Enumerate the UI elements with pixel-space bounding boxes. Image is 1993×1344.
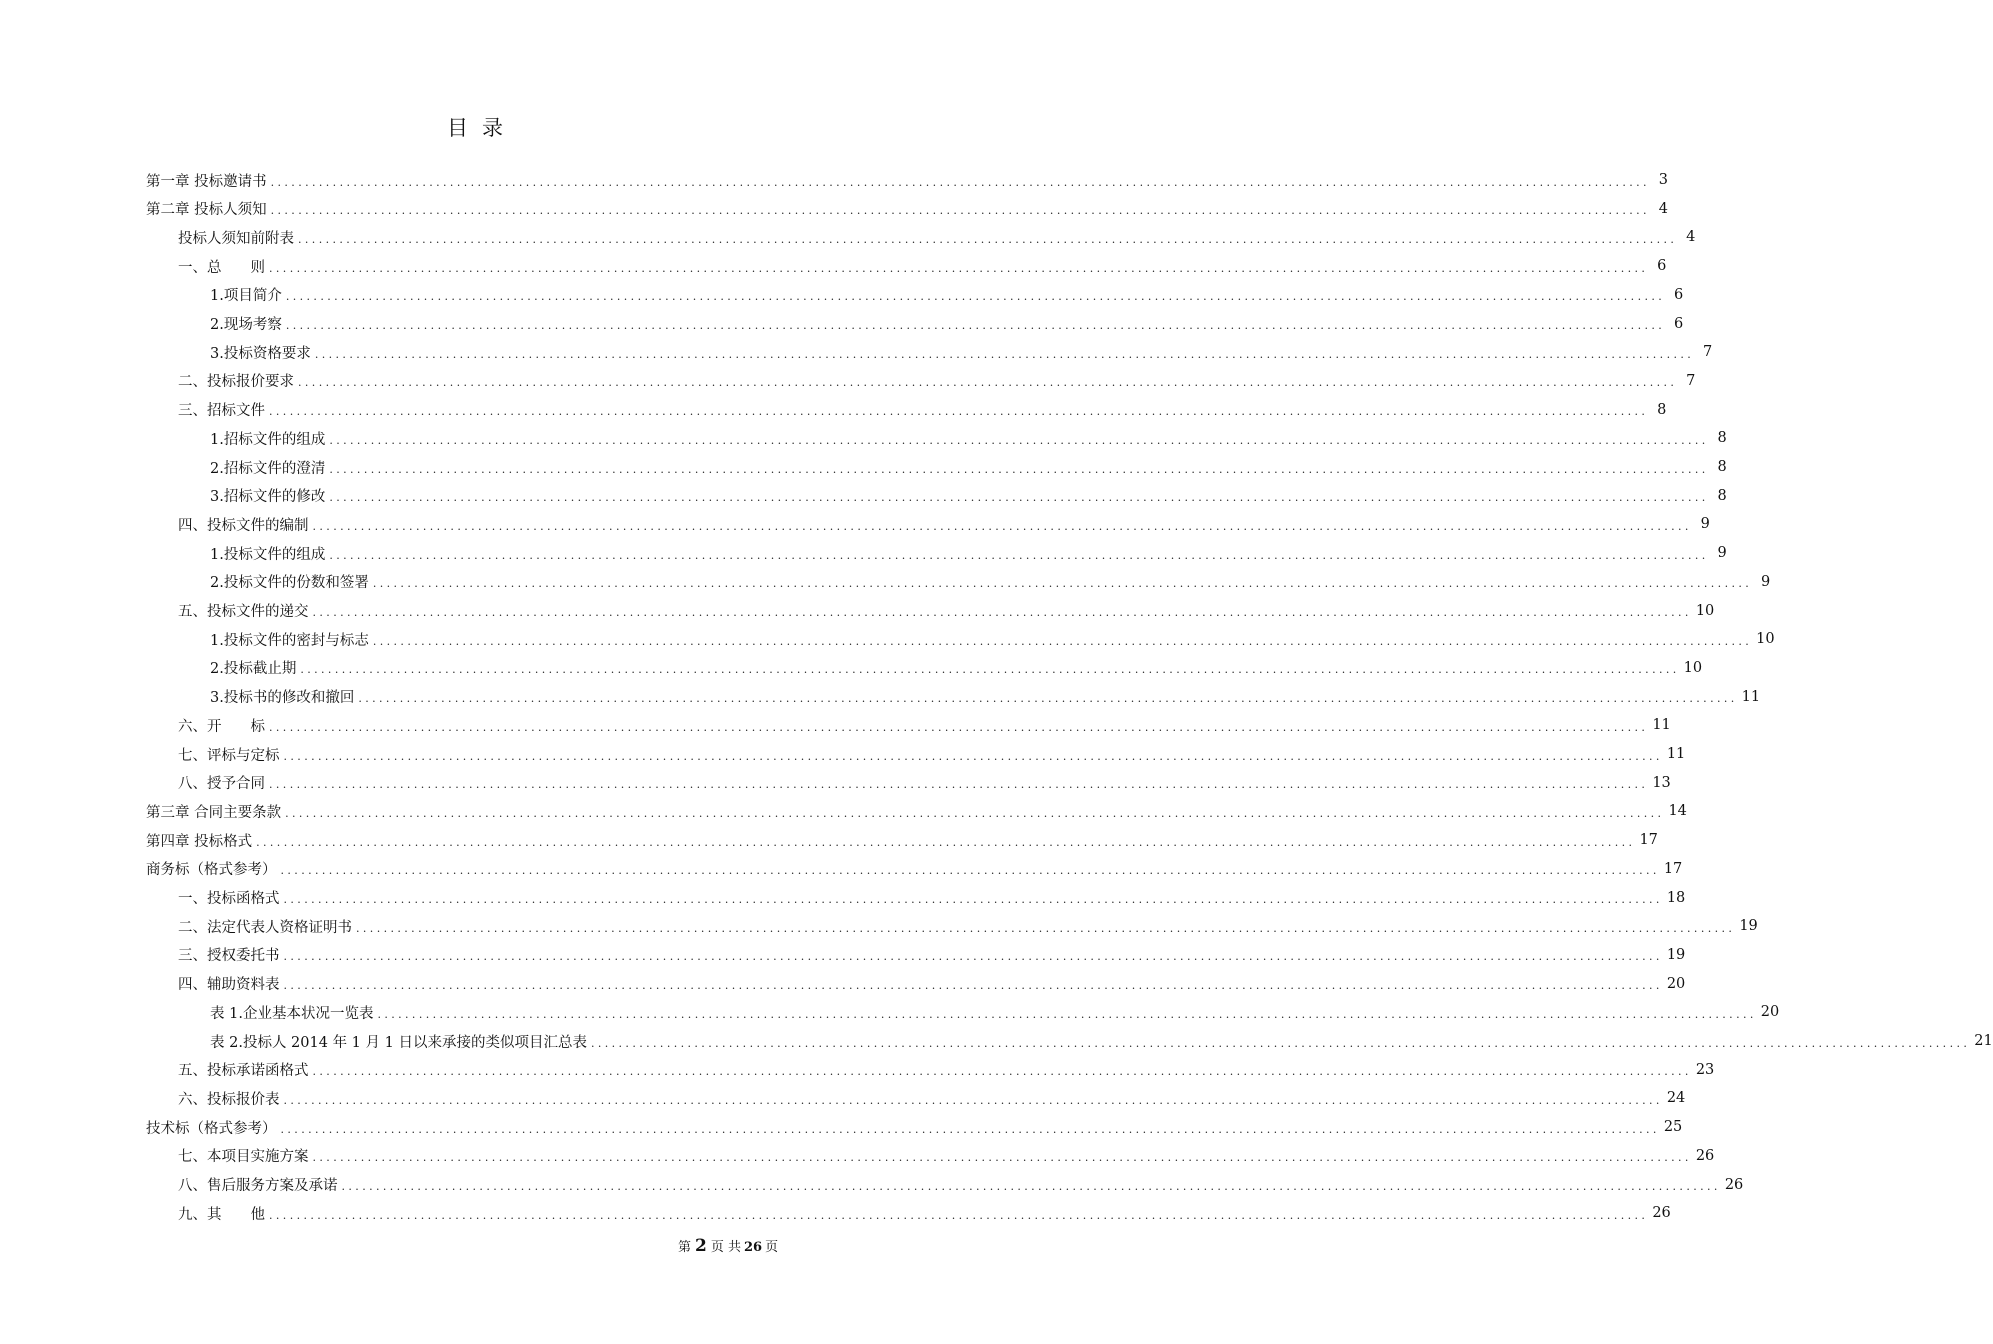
toc-entry[interactable] — [178, 510, 1710, 538]
toc-entry[interactable] — [178, 1171, 1744, 1199]
toc-entry[interactable] — [210, 539, 1727, 567]
toc-entry-page-number: 9 — [1700, 516, 1710, 533]
toc-entry-label: 2.现场考察 — [210, 317, 282, 333]
toc-entry-label: 一、投标函格式 — [178, 891, 280, 907]
toc-leader-dots: ........................................................................................................................................................................................................ — [312, 1151, 1692, 1165]
toc-entry-label: 3.招标文件的修改 — [210, 489, 326, 506]
toc-entry-page-number: 7 — [1686, 372, 1696, 389]
toc-entry-page-number: 17 — [1663, 860, 1683, 877]
toc-entry-label: 一、总 则 — [178, 259, 265, 276]
toc-entry-label: 八、售后服务方案及承诺 — [178, 1178, 338, 1194]
toc-leader-dots: ........................................................................................................................................................................................................ — [270, 204, 1650, 218]
toc-leader-dots: ........................................................................................................................................................................................................ — [280, 1122, 1660, 1136]
toc-entry-label: 表 1.企业基本状况一览表 — [210, 1005, 374, 1022]
toc-leader-dots: ........................................................................................................................................................................................................ — [270, 175, 1650, 189]
toc-entry[interactable] — [210, 568, 1771, 596]
toc-leader-dots: ........................................................................................................................................................................................................ — [269, 1208, 1649, 1222]
toc-leader-dots: ........................................................................................................................................................................................................ — [372, 634, 1753, 648]
toc-entry-page-number: 7 — [1702, 344, 1713, 361]
toc-entry-page-number: 6 — [1673, 315, 1684, 332]
toc-leader-dots: ........................................................................................................................................................................................................ — [285, 806, 1665, 820]
toc-entry-page-number: 11 — [1652, 717, 1671, 734]
toc-entry-label: 六、开 标 — [178, 718, 265, 735]
toc-leader-dots: ........................................................................................................................................................................................................ — [312, 519, 1692, 533]
toc-entry-page-number: 4 — [1686, 229, 1696, 246]
toc-entry[interactable] — [146, 1113, 1683, 1141]
toc-leader-dots: ........................................................................................................................................................................................................ — [283, 950, 1663, 964]
toc-leader-dots: ........................................................................................................................................................................................................ — [312, 1065, 1692, 1079]
toc-leader-dots: ........................................................................................................................................................................................................ — [283, 1093, 1663, 1107]
toc-entry-label: 第一章 投标邀请书 — [146, 173, 267, 190]
toc-entry-page-number: 19 — [1666, 946, 1686, 963]
toc-entry[interactable] — [178, 223, 1696, 251]
toc-entry-label: 3.投标资格要求 — [210, 345, 311, 362]
toc-entry-page-number: 6 — [1673, 286, 1684, 303]
toc-entry-page-number: 19 — [1739, 918, 1758, 935]
toc-entry-page-number: 10 — [1695, 602, 1715, 619]
toc-entry-label: 三、授权委托书 — [178, 948, 280, 965]
toc-entry[interactable] — [178, 597, 1715, 625]
toc-entry-page-number: 8 — [1657, 401, 1667, 418]
toc-entry-page-number: 3 — [1658, 172, 1668, 188]
toc-entry[interactable] — [210, 998, 1780, 1026]
toc-entry[interactable] — [210, 424, 1727, 452]
toc-entry-label: 商务标（格式参考） — [146, 862, 277, 879]
toc-entry[interactable] — [210, 310, 1684, 338]
toc-entry-page-number: 8 — [1717, 487, 1727, 504]
toc-leader-dots: ........................................................................................................................................................................................................ — [269, 778, 1649, 792]
toc-entry[interactable] — [178, 1056, 1715, 1084]
toc-entry-label: 1.招标文件的组成 — [210, 431, 326, 448]
toc-leader-dots: ........................................................................................................................................................................................................ — [256, 835, 1636, 849]
toc-leader-dots: ........................................................................................................................................................................................................ — [341, 1180, 1721, 1193]
page-footer — [678, 1236, 778, 1256]
toc-entry[interactable] — [178, 1199, 1671, 1227]
toc-entry-label: 技术标（格式参考） — [146, 1120, 277, 1137]
toc-entry-label: 六、投标报价表 — [178, 1091, 280, 1108]
toc-entry-label: 3.投标书的修改和撤回 — [210, 690, 355, 707]
toc-entry-label: 二、法定代表人资格证明书 — [178, 919, 352, 936]
toc-entry-page-number: 17 — [1639, 832, 1658, 849]
footer-prefix: 第 — [678, 1240, 692, 1255]
toc-entry[interactable] — [178, 1142, 1715, 1170]
footer-total-pages: 26 — [744, 1240, 763, 1255]
toc-entry-label: 四、投标文件的编制 — [178, 517, 309, 534]
toc-leader-dots: ........................................................................................................................................................................................................ — [280, 864, 1660, 878]
toc-entry-page-number: 9 — [1760, 573, 1771, 590]
toc-entry[interactable] — [178, 912, 1758, 940]
toc-leader-dots: ........................................................................................................................................................................................................ — [298, 232, 1678, 246]
toc-entry[interactable] — [210, 625, 1775, 653]
toc-entry[interactable] — [178, 884, 1686, 912]
toc-entry[interactable] — [178, 396, 1667, 424]
toc-entry[interactable] — [210, 683, 1761, 711]
toc-entry-label: 第二章 投标人须知 — [146, 202, 267, 219]
toc-entry[interactable] — [178, 711, 1671, 739]
toc-leader-dots: ........................................................................................................................................................................................................ — [283, 979, 1663, 993]
toc-leader-dots: ........................................................................................................................................................................................................ — [314, 347, 1695, 361]
toc-entry[interactable] — [178, 970, 1686, 998]
toc-entry-label: 第三章 合同主要条款 — [146, 804, 282, 821]
toc-entry-page-number: 14 — [1668, 803, 1687, 820]
toc-entry-page-number: 24 — [1666, 1090, 1686, 1107]
toc-entry[interactable] — [178, 367, 1696, 395]
toc-entry[interactable] — [210, 654, 1703, 682]
toc-entry[interactable] — [146, 195, 1668, 223]
toc-entry-label: 三、招标文件 — [178, 403, 265, 420]
toc-leader-dots: ........................................................................................................................................................................................................ — [285, 290, 1666, 304]
toc-entry-label: 2.投标文件的份数和签署 — [210, 575, 369, 592]
footer-middle: 页 共 — [710, 1240, 741, 1255]
toc-entry[interactable] — [210, 1027, 1993, 1055]
toc-entry[interactable] — [210, 281, 1684, 309]
toc-leader-dots: ........................................................................................................................................................................................................ — [298, 376, 1678, 390]
toc-entry[interactable] — [146, 855, 1683, 883]
toc-entry-page-number: 26 — [1724, 1176, 1744, 1193]
footer-suffix: 页 — [765, 1240, 779, 1255]
toc-leader-dots: ........................................................................................................................................................................................................ — [358, 692, 1738, 706]
toc-entry-page-number: 11 — [1741, 688, 1761, 705]
toc-entry-page-number: 20 — [1760, 1004, 1780, 1021]
toc-entry-label: 1.项目简介 — [210, 288, 282, 305]
page-title: 目录 — [447, 116, 517, 140]
toc-entry-page-number: 10 — [1683, 659, 1703, 676]
toc-entry[interactable] — [146, 797, 1687, 825]
toc-leader-dots: ........................................................................................................................................................................................................ — [372, 577, 1753, 591]
toc-entry-page-number: 25 — [1663, 1119, 1683, 1136]
toc-entry[interactable] — [210, 482, 1727, 510]
toc-entry-page-number: 23 — [1695, 1061, 1715, 1078]
toc-entry[interactable] — [178, 252, 1667, 280]
toc-leader-dots: ........................................................................................................................................................................................................ — [356, 921, 1736, 935]
toc-entry-page-number: 20 — [1666, 975, 1686, 992]
toc-entry[interactable] — [146, 166, 1668, 194]
toc-entry[interactable] — [210, 338, 1713, 366]
toc-entry-label: 八、授予合同 — [178, 776, 265, 793]
toc-entry-label: 1.投标文件的组成 — [210, 546, 326, 563]
toc-entry-label: 四、辅助资料表 — [178, 977, 280, 994]
toc-entry-label: 投标人须知前附表 — [178, 230, 294, 247]
toc-entry-page-number: 26 — [1652, 1205, 1671, 1222]
toc-leader-dots: ........................................................................................................................................................................................................ — [329, 433, 1709, 447]
toc-entry[interactable] — [178, 1084, 1686, 1112]
toc-entry-page-number: 26 — [1695, 1147, 1715, 1164]
toc-leader-dots: ........................................................................................................................................................................................................ — [300, 663, 1680, 677]
toc-entry-page-number: 8 — [1717, 430, 1727, 447]
toc-leader-dots: ........................................................................................................................................................................................................ — [285, 319, 1666, 332]
toc-leader-dots: ........................................................................................................................................................................................................ — [269, 405, 1649, 419]
toc-entry-label: 二、投标报价要求 — [178, 374, 294, 391]
toc-entry-page-number: 10 — [1756, 631, 1775, 648]
toc-entry-page-number: 13 — [1652, 774, 1671, 791]
toc-leader-dots: ........................................................................................................................................................................................................ — [329, 462, 1709, 476]
toc-entry-page-number: 11 — [1666, 746, 1686, 762]
toc-entry-page-number: 18 — [1666, 889, 1686, 906]
toc-entry-page-number: 8 — [1717, 459, 1727, 475]
toc-entry[interactable] — [210, 453, 1727, 481]
toc-entry-label: 九、其 他 — [178, 1206, 265, 1223]
toc-entry-label: 2.招标文件的澄清 — [210, 460, 326, 477]
toc-entry-label: 七、评标与定标 — [178, 747, 280, 764]
toc-entry-label: 五、投标承诺函格式 — [178, 1063, 309, 1080]
toc-entry[interactable] — [146, 826, 1658, 854]
toc-entry[interactable] — [178, 941, 1686, 969]
toc-entry-label: 五、投标文件的递交 — [178, 604, 309, 620]
toc-leader-dots: ........................................................................................................................................................................................................ — [329, 548, 1709, 562]
toc-entry-label: 1.投标文件的密封与标志 — [210, 632, 369, 649]
toc-entry-page-number: 9 — [1717, 545, 1727, 562]
toc-leader-dots: ........................................................................................................................................................................................................ — [269, 261, 1649, 275]
toc-entry-page-number: 4 — [1658, 200, 1668, 217]
toc-entry-label: 2.投标截止期 — [210, 661, 297, 678]
toc-entry-label: 表 2.投标人 2014 年 1 月 1 日以来承接的类似项目汇总表 — [210, 1034, 587, 1051]
toc-entry-label: 第四章 投标格式 — [146, 833, 253, 850]
toc-leader-dots: ........................................................................................................................................................................................................ — [329, 491, 1709, 505]
toc-leader-dots: ........................................................................................................................................................................................................ — [590, 1036, 1971, 1050]
toc-leader-dots: ........................................................................................................................................................................................................ — [377, 1007, 1757, 1021]
toc-leader-dots: ........................................................................................................................................................................................................ — [283, 749, 1663, 763]
toc-entry-page-number: 21 — [1974, 1033, 1993, 1049]
toc-entry[interactable] — [178, 769, 1671, 797]
toc-entry[interactable] — [178, 740, 1686, 768]
footer-current-page: 2 — [695, 1236, 707, 1256]
toc-leader-dots: ........................................................................................................................................................................................................ — [269, 720, 1649, 734]
toc-entry-label: 七、本项目实施方案 — [178, 1149, 309, 1166]
toc-leader-dots: ........................................................................................................................................................................................................ — [283, 893, 1663, 906]
toc-entry-page-number: 6 — [1657, 258, 1667, 275]
toc-leader-dots: ........................................................................................................................................................................................................ — [312, 606, 1692, 619]
